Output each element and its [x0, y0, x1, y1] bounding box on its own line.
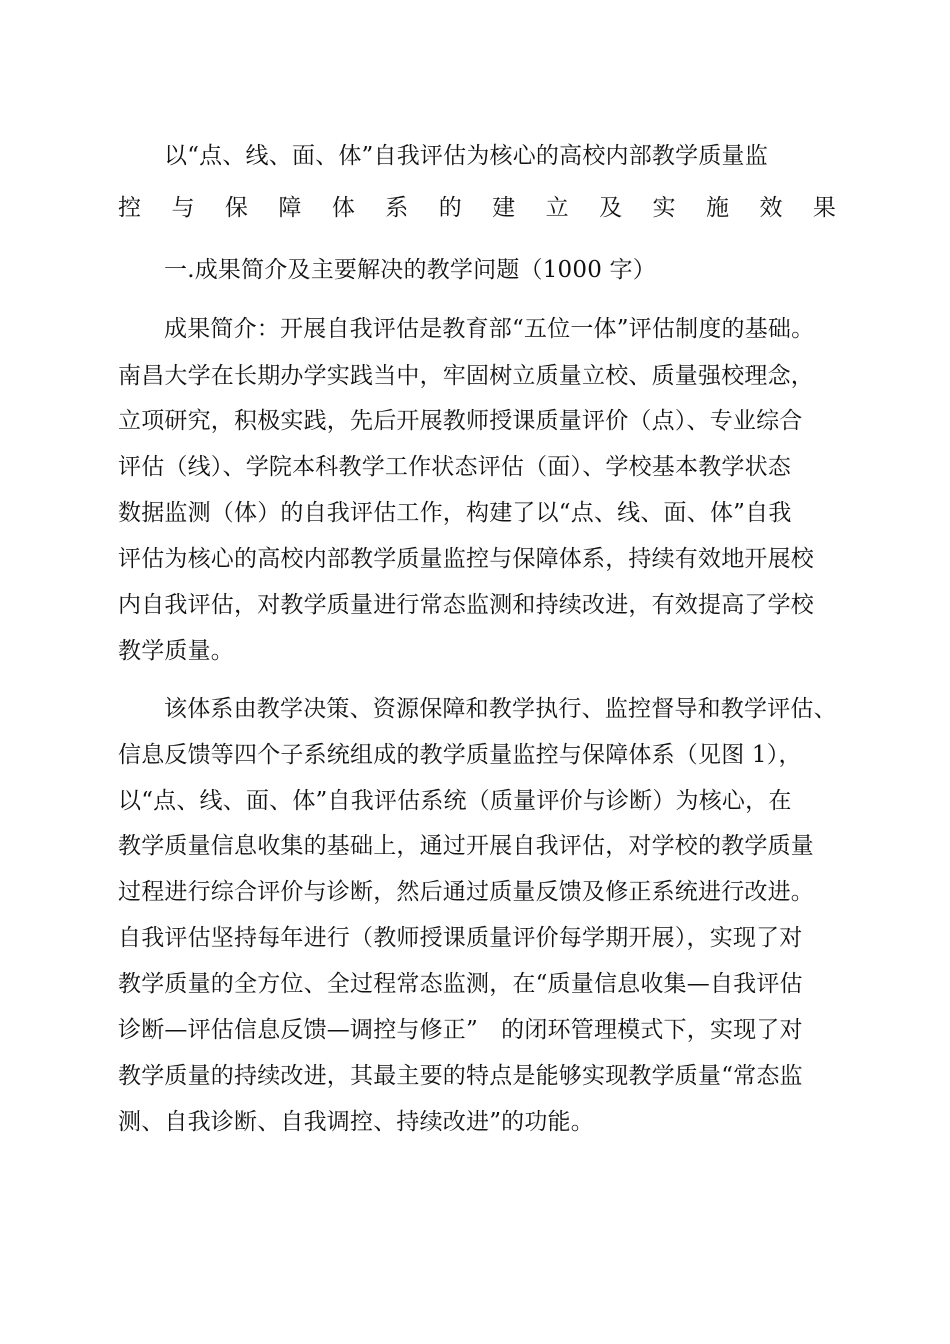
paragraph-line: 教学质量。	[118, 638, 234, 664]
title-char: 体	[331, 195, 355, 221]
paragraph-line: 内自我评估，对教学质量进行常态监测和持续改进，有效提高了学校	[118, 592, 814, 618]
paragraph-line: 评估（线）、学院本科教学工作状态评估（面）、学校基本教学状态	[118, 454, 791, 480]
paragraph-line: 数据监测（体）的自我评估工作，构建了以“点、线、面、体”自我	[118, 500, 792, 526]
title-char: 控	[118, 195, 141, 221]
title-char: 障	[278, 195, 302, 221]
title-char: 施	[705, 195, 729, 221]
paragraph-line: 诊断—评估信息反馈—调控与修正” 的闭环管理模式下，实现了对	[118, 1017, 803, 1043]
paragraph-line: 南昌大学在长期办学实践当中，牢固树立质量立校、质量强校理念，	[118, 363, 814, 389]
paragraph-line: 立项研究，积极实践，先后开展教师授课质量评价（点）、专业综合	[118, 408, 803, 434]
paragraph-line: 教学质量的持续改进，其最主要的特点是能够实现教学质量“常态监	[118, 1063, 803, 1089]
title-line-2	[118, 193, 836, 223]
title-line-1: 以“点、线、面、体”自我评估为核心的高校内部教学质量监	[164, 143, 768, 169]
paragraph-line: 自我评估坚持每年进行（教师授课质量评价每学期开展），实现了对	[118, 925, 803, 951]
paragraph-line: 该体系由教学决策、资源保障和教学执行、监控督导和教学评估、	[164, 696, 837, 722]
paragraph-line: 教学质量信息收集的基础上，通过开展自我评估，对学校的教学质量	[118, 833, 814, 859]
title-char: 果	[812, 195, 836, 221]
paragraph-line: 过程进行综合评价与诊断，然后通过质量反馈及修正系统进行改进。	[118, 879, 814, 905]
title-char: 的	[438, 195, 462, 221]
paragraph-line: 教学质量的全方位、全过程常态监测，在“质量信息收集—自我评估	[118, 971, 803, 997]
title-char: 实	[652, 195, 676, 221]
paragraph-line: 成果简介：开展自我评估是教育部“五位一体”评估制度的基础。	[164, 316, 815, 342]
paragraph-line: 评估为核心的高校内部教学质量监控与保障体系，持续有效地开展校	[118, 546, 814, 572]
title-char: 立	[545, 195, 569, 221]
title-char: 保	[224, 195, 248, 221]
title-char: 系	[385, 195, 409, 221]
title-char: 及	[599, 195, 623, 221]
section-heading: 一.成果简介及主要解决的教学问题（1000 字）	[164, 257, 656, 283]
paragraph-line: 测、自我诊断、自我调控、持续改进”的功能。	[118, 1109, 594, 1135]
title-char: 与	[171, 195, 195, 221]
title-char: 效	[759, 195, 783, 221]
title-char: 建	[492, 195, 516, 221]
paragraph-line: 以“点、线、面、体”自我评估系统（质量评价与诊断）为核心，在	[118, 788, 792, 814]
paragraph-line: 信息反馈等四个子系统组成的教学质量监控与保障体系（见图 1），	[118, 742, 802, 768]
